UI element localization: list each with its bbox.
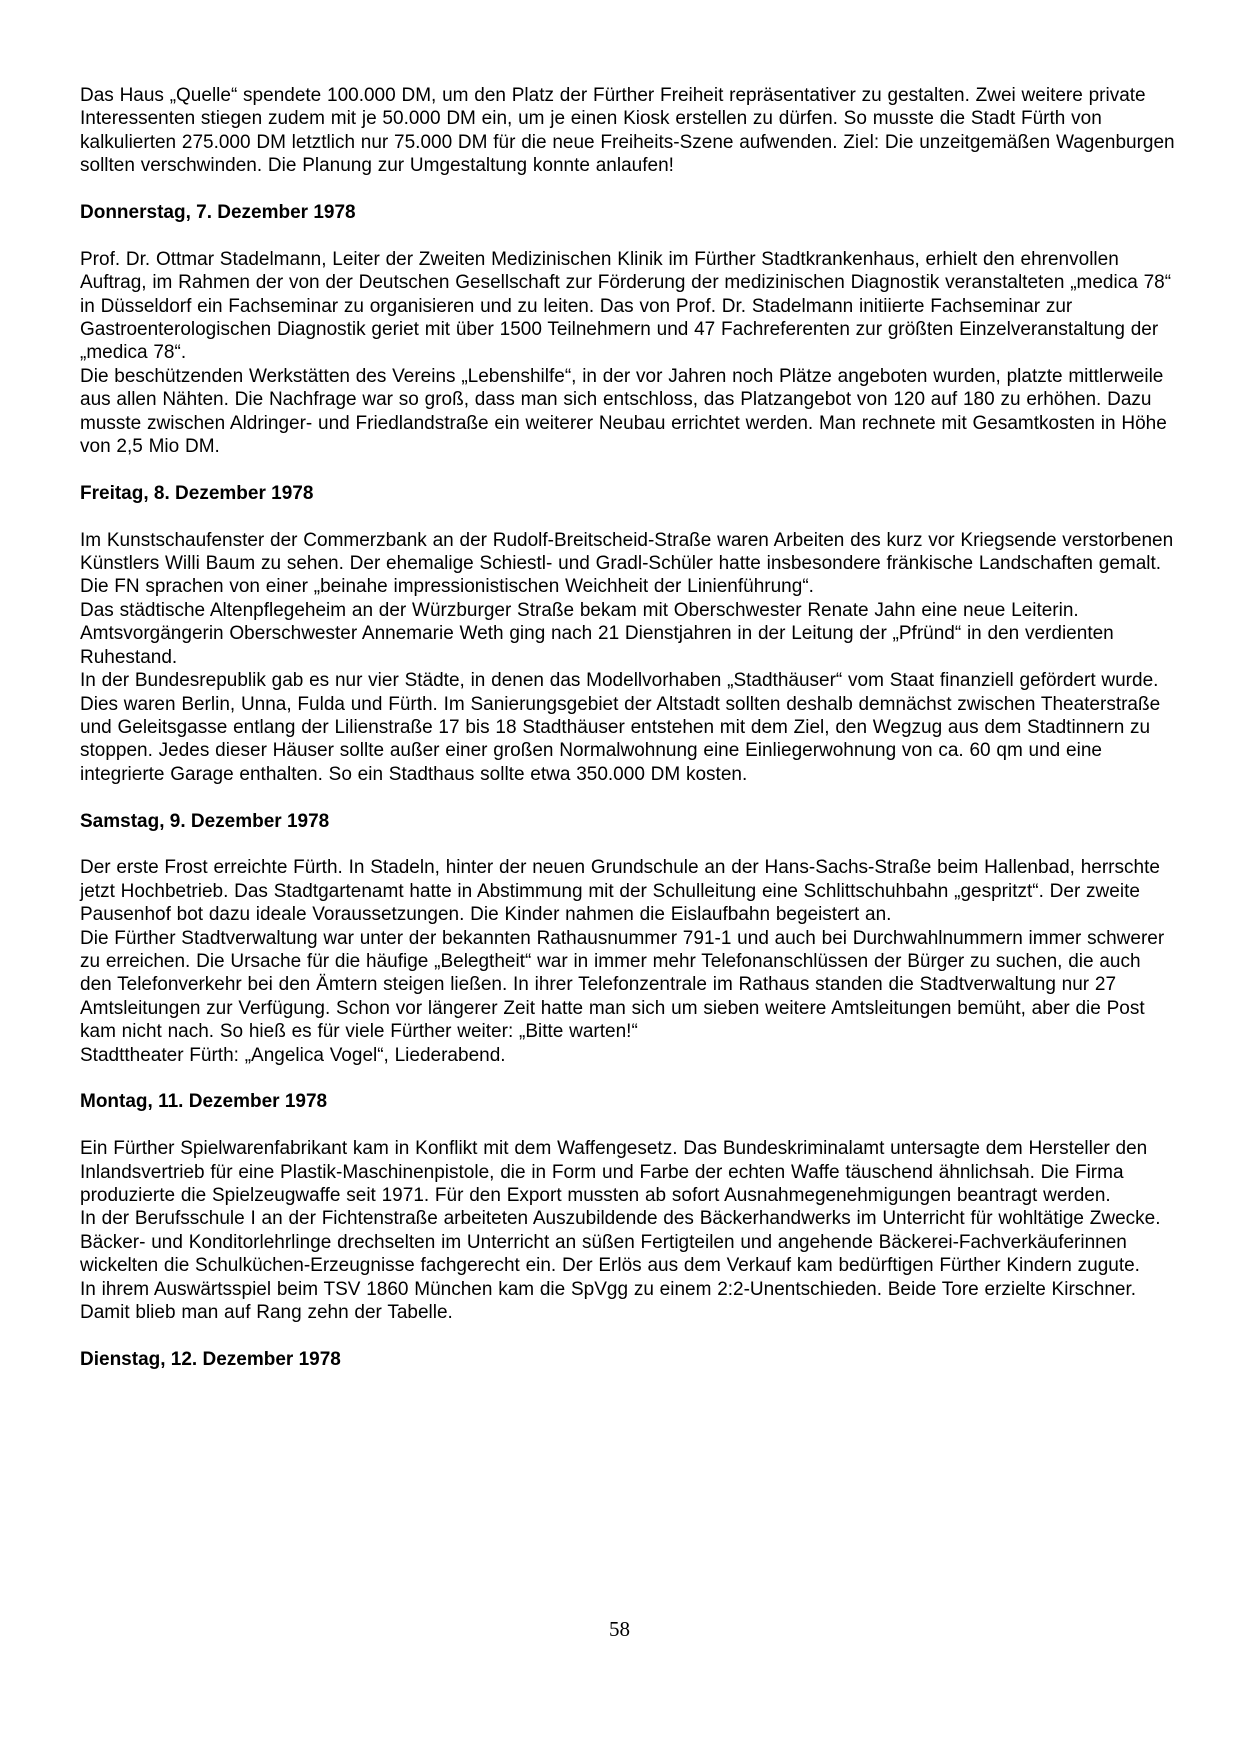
date-heading: Donnerstag, 7. Dezember 1978: [80, 202, 356, 224]
date-heading: Freitag, 8. Dezember 1978: [80, 482, 314, 504]
date-heading: Samstag, 9. Dezember 1978: [80, 810, 330, 832]
body-paragraph: Der erste Frost erreichte Fürth. In Stadeln, hinter der neuen Grundschule an der Hans-Sachs-Straße beim Hallenbad, herrschte jetzt Hochbetrieb. Das Stadtgartenamt hatte in Abstimmung mit der Schulleitung eine Schlittschuhbahn „gespritzt“. Der zweite Pausenhof bot dazu ideale Voraussetzungen. Die Kinder nahmen die Eislaufbahn begeistert an.: [80, 857, 1160, 926]
body-paragraph: Ein Fürther Spielwarenfabrikant kam in Konflikt mit dem Waffengesetz. Das Bundeskriminalamt untersagte dem Hersteller den Inlandsvertrieb für eine Plastik-Maschinenpistole, die in Form und Farbe der echten Waffe täuschend ähnlichsah. Die Firma produzierte die Spielzeugwaffe seit 1971. Für den Export mussten ab sofort Ausnahmegenehmigungen beantragt werden.: [80, 1138, 1148, 1206]
body-paragraph: Das städtische Altenpflegeheim an der Würzburger Straße bekam mit Oberschwester Renate Jahn eine neue Leiterin. Amtsvorgängerin Oberschwester Annemarie Weth ging nach 21 Dienstjahren in der Leitung der „Pfründ“ in den verdienten Ruhestand.: [80, 599, 1114, 668]
date-heading: Montag, 11. Dezember 1978: [80, 1091, 328, 1113]
body-paragraph: Die Fürther Stadtverwaltung war unter der bekannten Rathausnummer 791-1 und auch bei Durchwahlnummern immer schwerer zu erreichen. Die Ursache für die häufige „Belegtheit“ war in immer mehr Telefonanschlüssen der Bürger zu suchen, die auch den Telefonverkehr bei den Ämtern steigen ließen. In ihrer Telefonzentrale im Rathaus standen die Stadtverwaltung nur 27 Amtsleitungen zur Verfügung. Schon vor längerer Zeit hatte man sich um sieben weitere Amtsleitungen bemüht, aber die Post kam nicht nach. So hieß es für viele Fürther weiter: „Bitte warten!“: [80, 927, 1165, 1043]
date-heading: Dienstag, 12. Dezember 1978: [80, 1348, 341, 1370]
body-paragraph: Das Haus „Quelle“ spendete 100.000 DM, um den Platz der Fürther Freiheit repräsentativer zu gestalten. Zwei weitere private Interessenten stiegen zudem mit je 50.000 DM ein, um je einen Kiosk erstellen zu dürfen. So musste die Stadt Fürth von kalkulierten 275.000 DM letztlich nur 75.000 DM für die neue Freiheits-Szene aufwenden. Ziel: Die unzeitgemäßen Wagenburgen sollten verschwinden. Die Planung zur Umgestaltung konnte anlaufen!: [80, 85, 1175, 177]
page-number: 58: [609, 1617, 630, 1641]
body-paragraph: In der Bundesrepublik gab es nur vier Städte, in denen das Modellvorhaben „Stadthäuser“ vom Staat finanziell gefördert wurde. Dies waren Berlin, Unna, Fulda und Fürth. Im Sanierungsgebiet der Altstadt sollten deshalb demnächst zwischen Theaterstraße und Geleitsgasse entlang der Lilienstraße 17 bis 18 Stadthäuser entstehen mit dem Ziel, den Wegzug aus dem Stadtinnern zu stoppen. Jedes dieser Häuser sollte außer einer großen Normalwohnung eine Einliegerwohnung von ca. 60 qm und eine integrierte Garage enthalten. So ein Stadthaus sollte etwa 350.000 DM kosten.: [80, 670, 1161, 785]
body-paragraph: Stadttheater Fürth: „Angelica Vogel“, Liederabend.: [80, 1044, 506, 1066]
body-paragraph: In ihrem Auswärtsspiel beim TSV 1860 München kam die SpVgg zu einem 2:2-Unentschieden. Beide Tore erzielte Kirschner. Damit blieb man auf Rang zehn der Tabelle.: [80, 1278, 1137, 1323]
body-paragraph: Im Kunstschaufenster der Commerzbank an der Rudolf-Breitscheid-Straße waren Arbeiten des kurz vor Kriegsende verstorbenen Künstlers Willi Baum zu sehen. Der ehemalige Schiestl- und Gradl-Schüler hatte insbesondere fränkische Landschaften gemalt. Die FN sprachen von einer „beinahe impressionistischen Weichheit der Linienführung“.: [80, 529, 1174, 598]
body-paragraph: Prof. Dr. Ottmar Stadelmann, Leiter der Zweiten Medizinischen Klinik im Fürther Stadtkrankenhaus, erhielt den ehrenvollen Auftrag, im Rahmen der von der Deutschen Gesellschaft zur Förderung der medizinischen Diagnostik veranstalteten „medica 78“ in Düsseldorf ein Fachseminar zu organisieren und zu leiten. Das von Prof. Dr. Stadelmann initiierte Fachseminar zur Gastroenterologischen Diagnostik geriet mit über 1500 Teilnehmern und 47 Fachreferenten zur größten Einzelveranstaltung der „medica 78“.: [80, 248, 1172, 364]
body-paragraph: In der Berufsschule I an der Fichtenstraße arbeiteten Auszubildende des Bäckerhandwerks im Unterricht für wohltätige Zwecke. Bäcker- und Konditorlehrlinge drechselten im Unterricht an süßen Fertigteilen und angehende Bäckerei-Fachverkäuferinnen wickelten die Schulküchen-Erzeugnisse fachgerecht ein. Der Erlös aus dem Verkauf kam bedürftigen Fürther Kindern zugute.: [80, 1208, 1161, 1277]
body-paragraph: Die beschützenden Werkstätten des Vereins „Lebenshilfe“, in der vor Jahren noch Plätze angeboten wurden, platzte mittlerweile aus allen Nähten. Die Nachfrage war so groß, dass man sich entschloss, das Platzangebot von 120 auf 180 zu erhöhen. Dazu musste zwischen Aldringer- und Friedlandstraße ein weiterer Neubau errichtet werden. Man rechnete mit Gesamtkosten in Höhe von 2,5 Mio DM.: [80, 365, 1167, 458]
page-body: [80, 84, 1175, 1395]
